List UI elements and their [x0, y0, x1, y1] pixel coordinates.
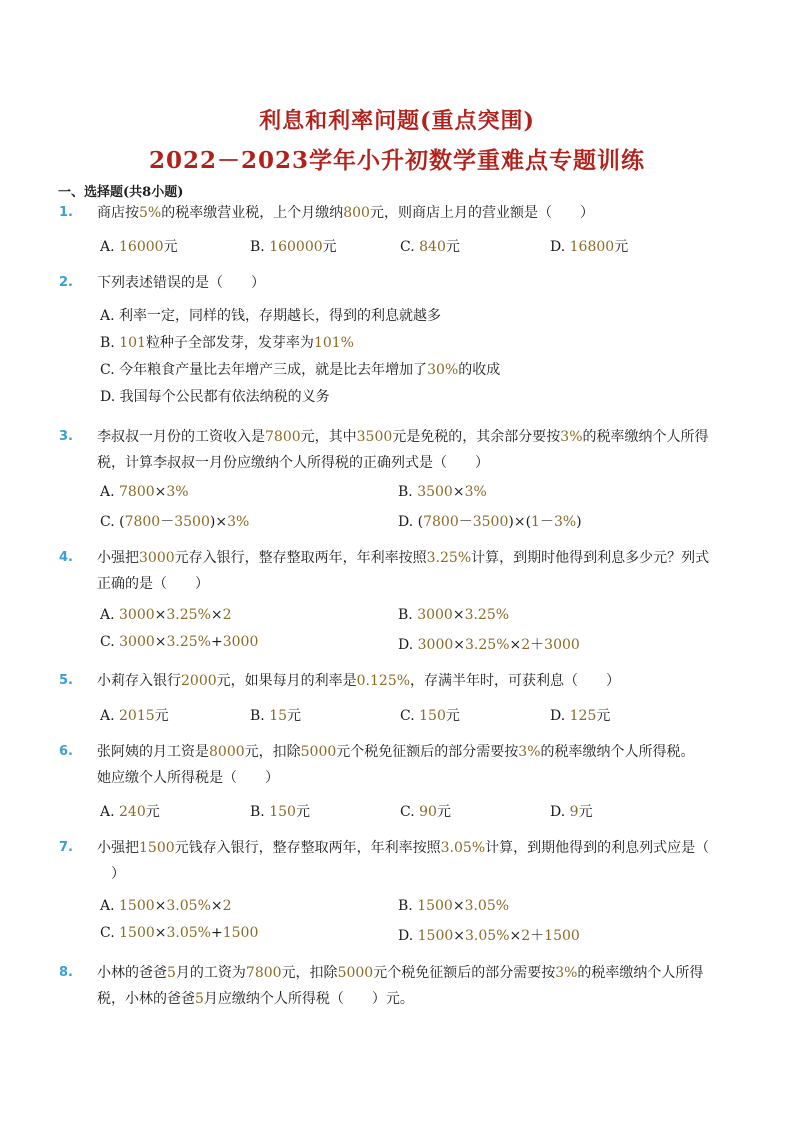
- option-d: D. 16800元: [550, 239, 629, 255]
- question-number: 6.: [59, 744, 73, 759]
- question-8: [59, 960, 732, 1012]
- option-b: B. 1500×3.05%: [398, 898, 510, 914]
- question-4: [59, 545, 732, 597]
- option-b: B. 160000元: [250, 239, 337, 255]
- option-b: B. 15元: [250, 708, 302, 724]
- page-subtitle: 2022－2023学年小升初数学重难点专题训练: [148, 147, 646, 174]
- option-c: C. 1500×3.05%+1500: [100, 925, 259, 941]
- question-5: [59, 668, 732, 694]
- option-a: A. 3000×3.25%×2: [100, 607, 232, 623]
- option-b: B. 3000×3.25%: [398, 607, 510, 623]
- option-d: D. 3000×3.25%×2＋3000: [398, 637, 580, 653]
- question-number: 5.: [59, 673, 73, 688]
- option-d: D. 我国每个公民都有依法纳税的义务: [100, 389, 330, 405]
- question-text-line-2: 她应缴个人所得税是（ ）: [97, 770, 279, 786]
- question-text-line-2: 正确的是（ ）: [97, 576, 209, 592]
- question-text-line-1: 小强把3000元存入银行，整存整取两年，年利率按照3.25%计算，到期时他得到利息多少元？列式: [97, 550, 710, 566]
- question-number: 3.: [59, 429, 73, 444]
- option-c: C. 今年粮食产量比去年增产三成，就是比去年增加了30%的收成: [100, 362, 501, 378]
- question-number: 8.: [59, 965, 73, 980]
- question-3: [59, 424, 732, 476]
- question-text: 商店按5%的税率缴营业税，上个月缴纳800元，则商店上月的营业额是（ ）: [97, 205, 594, 221]
- question-text-line-1: 小强把1500元钱存入银行，整存整取两年，年利率按照3.05%计算，到期他得到的利息列式应是（: [97, 840, 710, 856]
- question-text-line-1: 张阿姨的月工资是8000元，扣除5000元个税免征额后的部分需要按3%的税率缴纳个人所得税。: [97, 744, 695, 760]
- option-d: D. 125元: [550, 708, 611, 724]
- option-b: B. 3500×3%: [398, 484, 487, 500]
- page-title: 利息和利率问题(重点突围): [259, 108, 535, 134]
- question-6: [59, 739, 732, 791]
- option-a: A. 7800×3%: [100, 484, 189, 500]
- option-d: D. 9元: [550, 804, 593, 820]
- option-b: B. 101粒种子全部发芽，发芽率为101%: [100, 335, 354, 351]
- option-a: A. 240元: [100, 804, 160, 820]
- option-a: A. 16000元: [100, 239, 178, 255]
- option-a: A. 2015元: [100, 708, 169, 724]
- section-heading: 一、选择题(共8小题): [58, 185, 184, 200]
- option-c: C. 90元: [400, 804, 451, 820]
- option-d: D. 1500×3.05%×2＋1500: [398, 928, 580, 944]
- option-c: C. 3000×3.25%+3000: [100, 634, 259, 650]
- option-c: C. 150元: [400, 708, 460, 724]
- question-number: 1.: [59, 205, 73, 220]
- question-text-line-2: 税，小林的爸爸5月应缴纳个人所得税（ ）元。: [97, 991, 414, 1007]
- option-c: C. 840元: [400, 239, 460, 255]
- option-a: A. 利率一定，同样的钱，存期越长，得到的利息就越多: [100, 308, 442, 324]
- question-text-line-1: 小林的爸爸5月的工资为7800元，扣除5000元个税免征额后的部分需要按3%的税率缴纳个人所得: [97, 965, 704, 981]
- question-text-line-1: 李叔叔一月份的工资收入是7800元，其中3500元是免税的，其余部分要按3%的税率缴纳个人所得: [97, 429, 709, 445]
- question-7: [59, 835, 732, 887]
- option-a: A. 1500×3.05%×2: [100, 898, 232, 914]
- question-1: [59, 200, 732, 226]
- question-text: 下列表述错误的是（ ）: [97, 275, 265, 291]
- question-text: 小莉存入银行2000元，如果每月的利率是0.125%，存满半年时，可获利息（ ）: [97, 673, 621, 689]
- option-c: C. (7800－3500)×3%: [100, 514, 250, 530]
- option-b: B. 150元: [250, 804, 310, 820]
- question-text-line-2: ）: [97, 866, 125, 882]
- question-2: [59, 270, 732, 296]
- question-number: 2.: [59, 275, 73, 290]
- question-number: 4.: [59, 550, 73, 565]
- option-d: D. (7800－3500)×(1－3%): [398, 514, 582, 530]
- question-number: 7.: [59, 840, 73, 855]
- question-text-line-2: 税，计算李叔叔一月份应缴纳个人所得税的正确列式是（ ）: [97, 455, 489, 471]
